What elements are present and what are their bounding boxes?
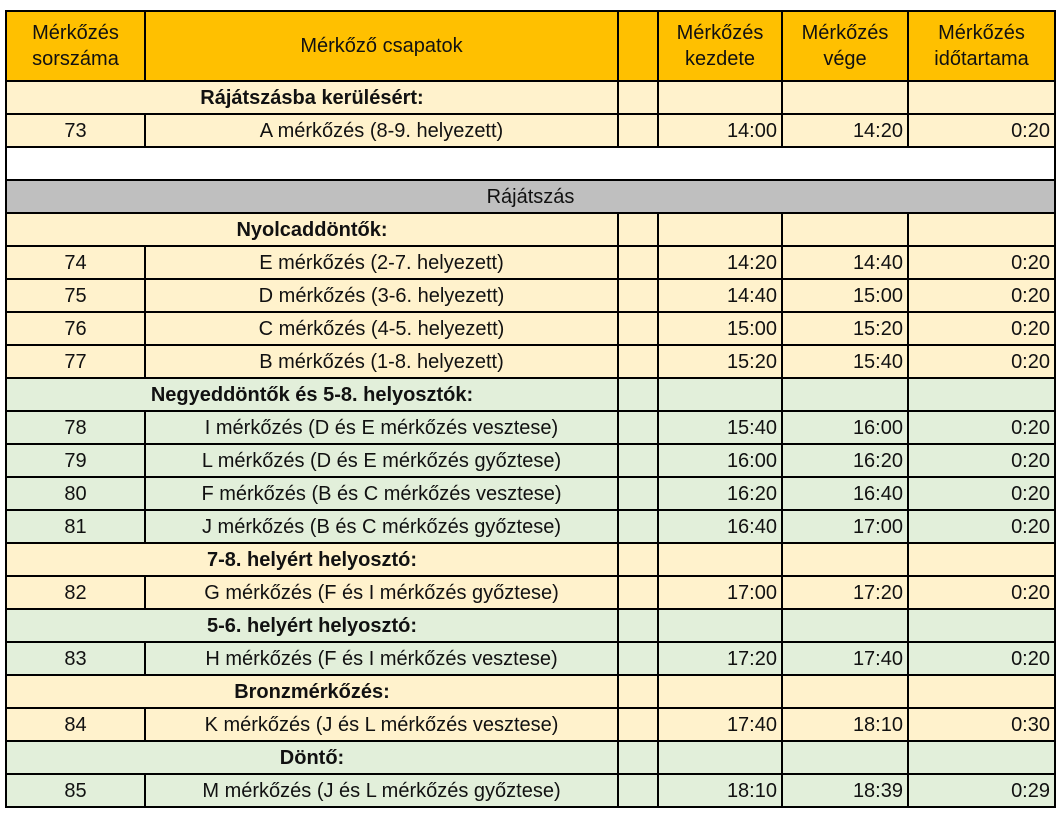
- match-end: 14:40: [782, 246, 908, 279]
- match-number: 80: [6, 477, 145, 510]
- match-start: 15:00: [658, 312, 782, 345]
- section-label: Rájátszásba kerülésért:: [6, 81, 618, 114]
- empty-cell: [618, 576, 658, 609]
- empty-cell: [618, 345, 658, 378]
- header-blank: [618, 11, 658, 81]
- match-number: 75: [6, 279, 145, 312]
- match-duration: 0:20: [908, 246, 1055, 279]
- empty-cell: [618, 213, 658, 246]
- empty-cell: [618, 312, 658, 345]
- empty-cell: [618, 510, 658, 543]
- match-teams: G mérkőzés (F és I mérkőzés győztese): [145, 576, 618, 609]
- section-row: [6, 378, 1055, 411]
- empty-end: [782, 741, 908, 774]
- match-end: 16:00: [782, 411, 908, 444]
- empty-cell: [618, 609, 658, 642]
- match-teams: K mérkőzés (J és L mérkőzés vesztese): [145, 708, 618, 741]
- header-match-number: Mérkőzés sorszáma: [6, 11, 145, 81]
- empty-cell: [618, 741, 658, 774]
- section-label: 5-6. helyért helyosztó:: [6, 609, 618, 642]
- match-end: 16:40: [782, 477, 908, 510]
- match-end: 15:40: [782, 345, 908, 378]
- section-label: Döntő:: [6, 741, 618, 774]
- match-duration: 0:20: [908, 477, 1055, 510]
- table-row: [6, 345, 1055, 378]
- empty-end: [782, 543, 908, 576]
- match-schedule-table: [5, 10, 1056, 808]
- section-row: [6, 543, 1055, 576]
- match-start: 17:20: [658, 642, 782, 675]
- header-teams: Mérkőző csapatok: [145, 11, 618, 81]
- empty-duration: [908, 543, 1055, 576]
- empty-duration: [908, 609, 1055, 642]
- table-row: [6, 576, 1055, 609]
- section-label: Nyolcaddöntők:: [6, 213, 618, 246]
- match-teams: I mérkőzés (D és E mérkőzés vesztese): [145, 411, 618, 444]
- match-teams: A mérkőzés (8-9. helyezett): [145, 114, 618, 147]
- match-number: 77: [6, 345, 145, 378]
- empty-start: [658, 81, 782, 114]
- match-teams: L mérkőzés (D és E mérkőzés győztese): [145, 444, 618, 477]
- match-number: 82: [6, 576, 145, 609]
- match-start: 16:20: [658, 477, 782, 510]
- empty-end: [782, 81, 908, 114]
- match-start: 18:10: [658, 774, 782, 807]
- match-start: 14:20: [658, 246, 782, 279]
- match-start: 17:40: [658, 708, 782, 741]
- match-end: 15:00: [782, 279, 908, 312]
- section-row: [6, 609, 1055, 642]
- section-label: 7-8. helyért helyosztó:: [6, 543, 618, 576]
- empty-cell: [618, 411, 658, 444]
- empty-duration: [908, 213, 1055, 246]
- match-teams: D mérkőzés (3-6. helyezett): [145, 279, 618, 312]
- match-end: 18:10: [782, 708, 908, 741]
- match-duration: 0:20: [908, 114, 1055, 147]
- match-start: 15:40: [658, 411, 782, 444]
- section-label: Negyeddöntők és 5-8. helyosztók:: [6, 378, 618, 411]
- stage-title-row: [6, 180, 1055, 213]
- header-end: Mérkőzés vége: [782, 11, 908, 81]
- match-end: 15:20: [782, 312, 908, 345]
- match-end: 18:39: [782, 774, 908, 807]
- match-teams: B mérkőzés (1-8. helyezett): [145, 345, 618, 378]
- empty-cell: [618, 246, 658, 279]
- match-start: 16:00: [658, 444, 782, 477]
- section-row: [6, 81, 1055, 114]
- match-number: 73: [6, 114, 145, 147]
- match-duration: 0:20: [908, 345, 1055, 378]
- match-duration: 0:20: [908, 312, 1055, 345]
- section-row: [6, 675, 1055, 708]
- match-number: 78: [6, 411, 145, 444]
- empty-start: [658, 543, 782, 576]
- match-duration: 0:29: [908, 774, 1055, 807]
- table-body: [6, 81, 1055, 807]
- empty-cell: [618, 477, 658, 510]
- match-duration: 0:20: [908, 411, 1055, 444]
- empty-cell: [618, 708, 658, 741]
- empty-duration: [908, 81, 1055, 114]
- match-duration: 0:20: [908, 510, 1055, 543]
- match-teams: M mérkőzés (J és L mérkőzés győztese): [145, 774, 618, 807]
- match-duration: 0:20: [908, 642, 1055, 675]
- match-number: 79: [6, 444, 145, 477]
- table-row: [6, 114, 1055, 147]
- empty-cell: [618, 675, 658, 708]
- section-label: Bronzmérkőzés:: [6, 675, 618, 708]
- blank-cell: [6, 147, 1055, 180]
- table-row: [6, 411, 1055, 444]
- match-number: 81: [6, 510, 145, 543]
- table-row: [6, 279, 1055, 312]
- match-duration: 0:20: [908, 576, 1055, 609]
- empty-end: [782, 675, 908, 708]
- empty-duration: [908, 741, 1055, 774]
- match-teams: F mérkőzés (B és C mérkőzés vesztese): [145, 477, 618, 510]
- section-row: [6, 213, 1055, 246]
- header-duration: Mérkőzés időtartama: [908, 11, 1055, 81]
- table-row: [6, 246, 1055, 279]
- match-duration: 0:30: [908, 708, 1055, 741]
- header-row: [6, 11, 1055, 81]
- empty-cell: [618, 642, 658, 675]
- match-end: 17:20: [782, 576, 908, 609]
- match-start: 14:40: [658, 279, 782, 312]
- table-row: [6, 708, 1055, 741]
- stage-title: Rájátszás: [6, 180, 1055, 213]
- match-start: 15:20: [658, 345, 782, 378]
- match-number: 85: [6, 774, 145, 807]
- table-row: [6, 477, 1055, 510]
- empty-end: [782, 378, 908, 411]
- empty-end: [782, 213, 908, 246]
- table-row: [6, 444, 1055, 477]
- section-row: [6, 741, 1055, 774]
- match-start: 17:00: [658, 576, 782, 609]
- match-teams: C mérkőzés (4-5. helyezett): [145, 312, 618, 345]
- match-teams: J mérkőzés (B és C mérkőzés győztese): [145, 510, 618, 543]
- empty-duration: [908, 675, 1055, 708]
- empty-duration: [908, 378, 1055, 411]
- table-row: [6, 642, 1055, 675]
- match-duration: 0:20: [908, 279, 1055, 312]
- empty-start: [658, 213, 782, 246]
- empty-cell: [618, 81, 658, 114]
- match-end: 17:00: [782, 510, 908, 543]
- empty-start: [658, 378, 782, 411]
- empty-cell: [618, 114, 658, 147]
- empty-end: [782, 609, 908, 642]
- table-row: [6, 510, 1055, 543]
- match-number: 76: [6, 312, 145, 345]
- empty-cell: [618, 774, 658, 807]
- match-end: 17:40: [782, 642, 908, 675]
- header-start: Mérkőzés kezdete: [658, 11, 782, 81]
- empty-start: [658, 675, 782, 708]
- match-duration: 0:20: [908, 444, 1055, 477]
- match-teams: E mérkőzés (2-7. helyezett): [145, 246, 618, 279]
- match-end: 16:20: [782, 444, 908, 477]
- blank-row: [6, 147, 1055, 180]
- empty-cell: [618, 378, 658, 411]
- match-number: 83: [6, 642, 145, 675]
- empty-cell: [618, 543, 658, 576]
- match-start: 14:00: [658, 114, 782, 147]
- empty-cell: [618, 279, 658, 312]
- table-row: [6, 312, 1055, 345]
- empty-cell: [618, 444, 658, 477]
- match-start: 16:40: [658, 510, 782, 543]
- table-row: [6, 774, 1055, 807]
- match-teams: H mérkőzés (F és I mérkőzés vesztese): [145, 642, 618, 675]
- match-number: 74: [6, 246, 145, 279]
- match-number: 84: [6, 708, 145, 741]
- match-end: 14:20: [782, 114, 908, 147]
- empty-start: [658, 609, 782, 642]
- empty-start: [658, 741, 782, 774]
